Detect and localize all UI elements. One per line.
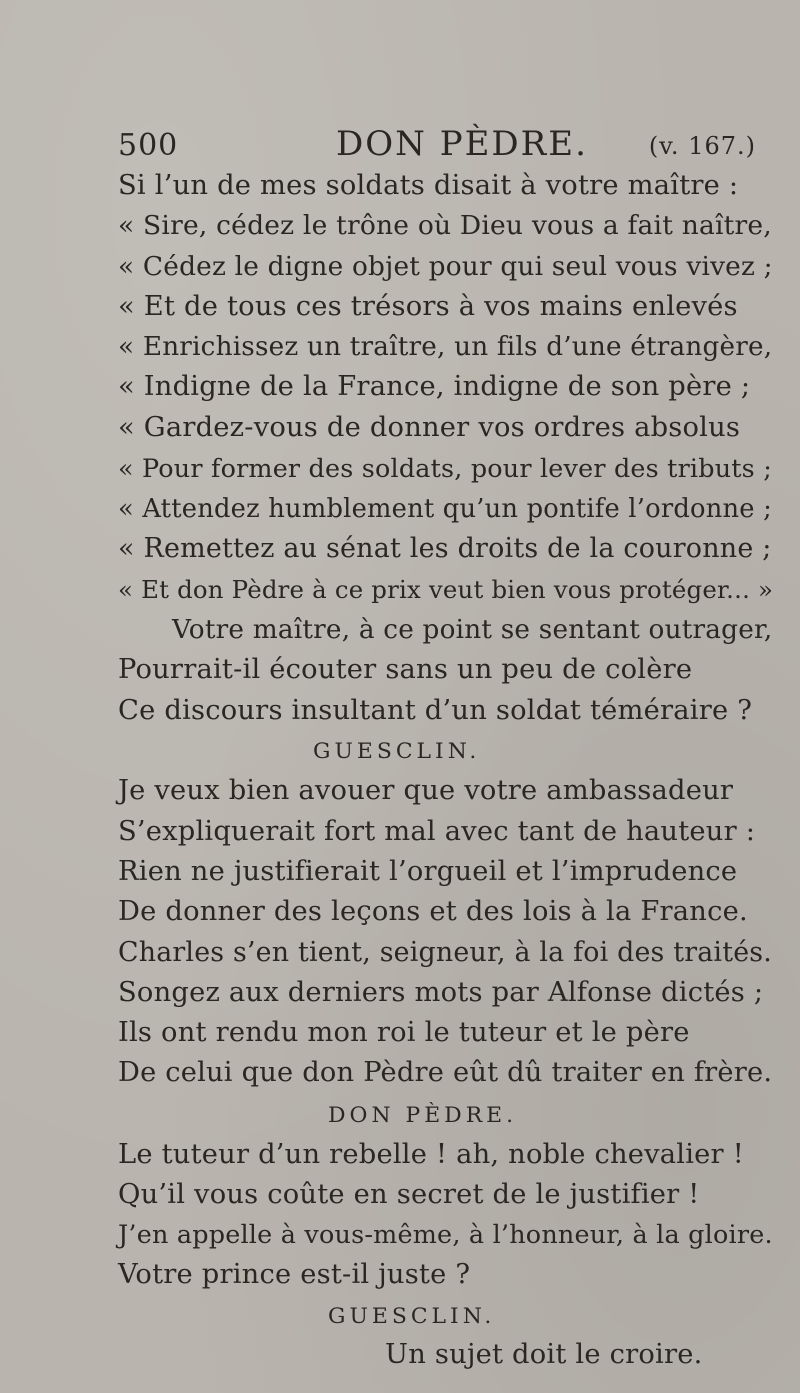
verse-line: S’expliquerait fort mal avec tant de hauteur : (118, 816, 756, 847)
verse-line: Pourrait-il écouter sans un peu de colère (118, 653, 693, 685)
verse-line: « Remettez au sénat les droits de la couronne ; (118, 532, 772, 564)
verse-reference: (v. 167.) (648, 132, 756, 160)
verse-line: Songez aux derniers mots par Alfonse dictés ; (118, 977, 764, 1009)
verse-line: « Gardez-vous de donner vos ordres absolus (118, 412, 741, 444)
verse-line: Rien ne justifierait l’orgueil et l’imprudence (118, 856, 738, 888)
verse-line: Ils ont rendu mon roi le tuteur et le père (118, 1017, 690, 1049)
page-number: 500 (118, 128, 179, 163)
verse-line: « Indigne de la France, indigne de son père ; (118, 371, 751, 403)
verse-line: J’en appelle à vous-même, à l’honneur, à la gloire. (118, 1219, 773, 1250)
verse-line: « Pour former des soldats, pour lever des tributs ; (118, 453, 772, 484)
verse-line: Un sujet doit le croire. (385, 1339, 703, 1370)
verse-line: « Enrichissez un traître, un fils d’une étrangère, (118, 332, 773, 363)
verse-line: « Et de tous ces trésors à vos mains enlevés (118, 291, 738, 323)
speaker-name: GUESCLIN. (328, 1303, 496, 1329)
verse-line: Le tuteur d’un rebelle ! ah, noble chevalier ! (118, 1138, 744, 1170)
verse-line: « Et don Pèdre à ce prix veut bien vous protéger... » (118, 574, 774, 604)
verse-line: Ce discours insultant d’un soldat téméraire ? (118, 694, 753, 726)
verse-line: « Sire, cédez le trône où Dieu vous a fait naître, (118, 210, 772, 242)
verse-line: Votre prince est-il juste ? (118, 1258, 471, 1290)
speaker-name: DON PÈDRE. (328, 1103, 518, 1129)
verse-line: Je veux bien avouer que votre ambassadeur (118, 775, 734, 806)
verse-line: Si l’un de mes soldats disait à votre maître : (118, 170, 739, 201)
verse-line: Qu’il vous coûte en secret de le justifier ! (118, 1178, 700, 1210)
page-header (118, 124, 756, 168)
running-title: DON PÈDRE. (336, 124, 588, 164)
verse-line: Charles s’en tient, seigneur, à la foi des traités. (118, 937, 772, 969)
verse-line: De donner des leçons et des lois à la France. (118, 896, 748, 928)
verse-line: « Attendez humblement qu’un pontife l’ordonne ; (118, 493, 772, 524)
speaker-name: GUESCLIN. (313, 738, 481, 764)
verse-line: Votre maître, à ce point se sentant outrager, (172, 614, 773, 645)
verse-line: De celui que don Pèdre eût dû traiter en frère. (118, 1057, 773, 1089)
verse-line: « Cédez le digne objet pour qui seul vous vivez ; (118, 252, 773, 283)
